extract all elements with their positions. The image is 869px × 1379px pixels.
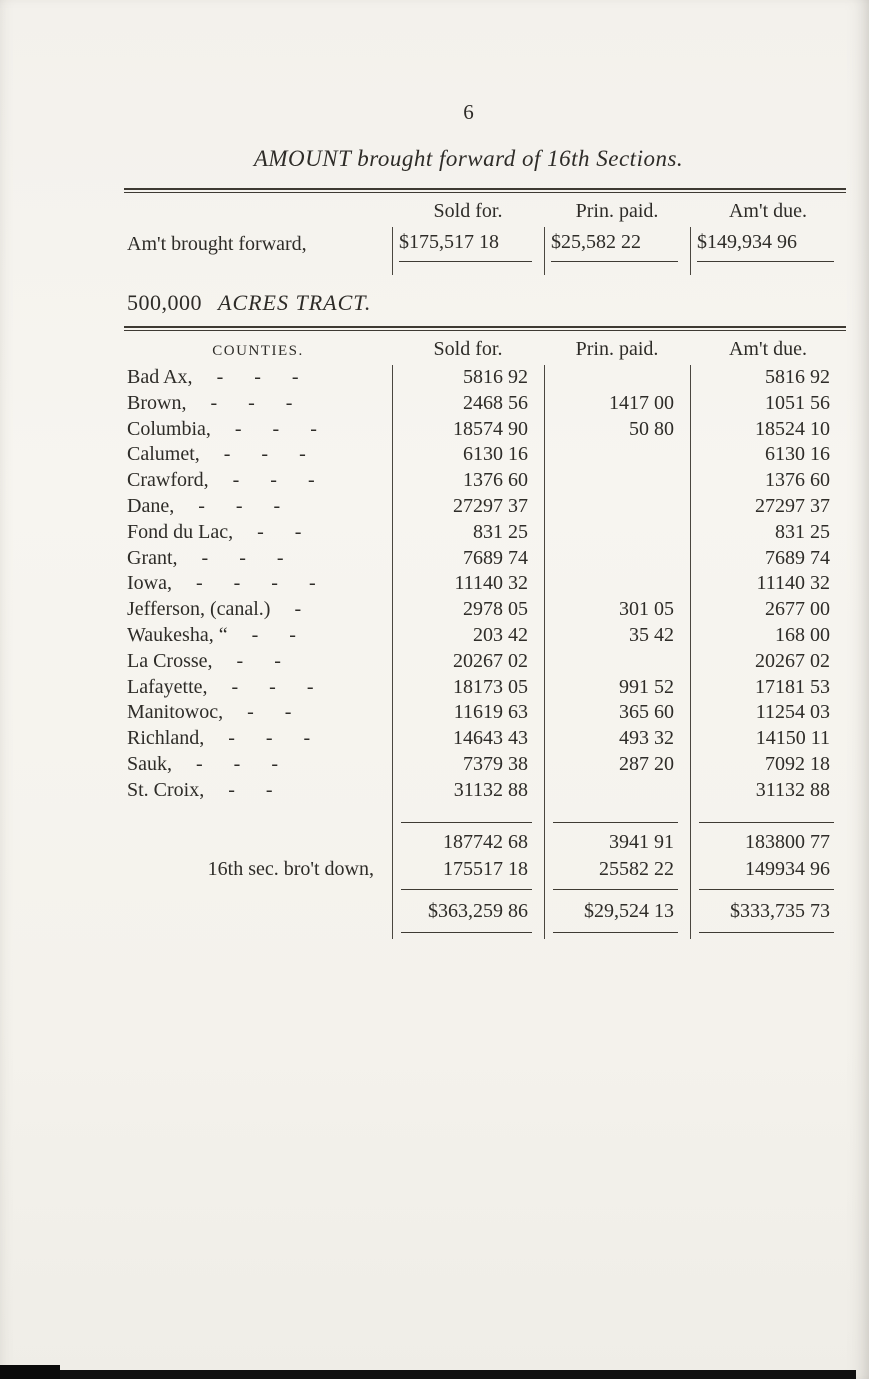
sold-for-value: 18173 05 (392, 675, 544, 701)
county-name: St. Croix, (127, 778, 205, 801)
table-row (124, 391, 846, 417)
rule-segment (544, 926, 690, 939)
dash-leader: - - - (198, 494, 281, 517)
amt-due-value (690, 227, 846, 275)
sold-for-value: 2468 56 (392, 391, 544, 417)
brought-down-label: 16th sec. bro't down, (207, 857, 374, 880)
dash-leader: - - (236, 649, 281, 672)
amt-due-value: 11140 32 (690, 571, 846, 597)
sold-for-value: 20267 02 (392, 649, 544, 675)
county-name-cell (124, 700, 392, 726)
column-header-amt-due: Am't due. (728, 200, 808, 222)
table-row (124, 468, 846, 494)
scan-artifact-corner (0, 1365, 60, 1379)
county-name: Bad Ax, (127, 366, 193, 388)
brought-down-sold-for: 175517 18 (392, 856, 544, 883)
amt-due-value: 1051 56 (690, 391, 846, 417)
sold-for-value: 31132 88 (392, 778, 544, 804)
sold-for-value: 11140 32 (392, 571, 544, 597)
tract-table-header (124, 331, 846, 365)
brought-down-amt-due: 149934 96 (690, 856, 846, 883)
column-header-sold-for: Sold for. (433, 200, 503, 222)
amt-due-value: 17181 53 (690, 675, 846, 701)
county-name: Richland, (127, 727, 205, 750)
table-row (124, 752, 846, 778)
county-name-cell (124, 778, 392, 804)
forward-table-row (124, 227, 846, 275)
rule-segment (124, 883, 392, 896)
grand-total-prin-paid: $29,524 13 (544, 896, 690, 926)
county-name: La Crosse, (127, 649, 213, 672)
county-name: Sauk, (127, 752, 172, 775)
subtotal-label (124, 829, 392, 856)
county-name-cell (124, 649, 392, 675)
dash-leader: - - - (216, 366, 299, 388)
closing-rule-row (124, 926, 846, 939)
dash-leader: - - - (201, 546, 284, 569)
county-name-cell (124, 520, 392, 546)
county-name-cell (124, 675, 392, 701)
table-row (124, 623, 846, 649)
sold-for-value: 5816 92 (392, 365, 544, 391)
rule-segment (392, 926, 544, 939)
prin-paid-value (544, 571, 690, 597)
county-name: Dane, (127, 494, 175, 517)
column-spacer (124, 804, 846, 816)
sold-for-value: 27297 37 (392, 494, 544, 520)
table-row (124, 417, 846, 443)
rule-segment (124, 926, 392, 939)
amt-due-amount: $149,934 96 (697, 231, 834, 262)
prin-paid-value (544, 546, 690, 572)
scan-artifact-bottom-edge (0, 1370, 856, 1379)
prin-paid-value (544, 227, 690, 275)
dash-leader: - - - - (195, 572, 316, 595)
county-name: Calumet, (127, 443, 200, 466)
table-row (124, 778, 846, 804)
rule-segment (124, 816, 392, 829)
amt-due-value: 11254 03 (690, 700, 846, 726)
table-row (124, 726, 846, 752)
subtotal-rule-row (124, 816, 846, 829)
county-name: Columbia, (127, 417, 211, 440)
table-row (124, 546, 846, 572)
dash-leader: - (294, 598, 302, 621)
column-header-prin-paid: Prin. paid. (575, 338, 659, 360)
sold-for-value: 203 42 (392, 623, 544, 649)
total-rule-row (124, 883, 846, 896)
column-header-amt-due: Am't due. (728, 338, 808, 360)
amt-due-value: 27297 37 (690, 494, 846, 520)
amt-due-value: 7689 74 (690, 546, 846, 572)
prin-paid-value (544, 365, 690, 391)
county-name-cell (124, 546, 392, 572)
prin-paid-value: 991 52 (544, 675, 690, 701)
table-row (124, 649, 846, 675)
grand-total-row (124, 896, 846, 926)
county-name: Manitowoc, (127, 701, 224, 724)
column-header-prin-paid: Prin. paid. (575, 200, 659, 222)
rule-segment (690, 883, 846, 896)
prin-paid-value: 1417 00 (544, 391, 690, 417)
sold-for-value: 1376 60 (392, 468, 544, 494)
county-name-cell (124, 417, 392, 443)
dash-leader: - - - (231, 675, 314, 698)
dash-leader: - - (228, 778, 273, 801)
amt-due-value: 6130 16 (690, 442, 846, 468)
row-label-amt-brought-forward: Am't brought forward, (127, 233, 307, 255)
county-name: Iowa, (127, 572, 172, 595)
forward-table (124, 188, 846, 275)
sold-for-value: 7689 74 (392, 546, 544, 572)
county-name-cell (124, 571, 392, 597)
amt-due-value: 14150 11 (690, 726, 846, 752)
county-name-cell (124, 391, 392, 417)
amt-due-value: 31132 88 (690, 778, 846, 804)
county-name: Fond du Lac, (127, 520, 234, 543)
county-name-cell (124, 726, 392, 752)
table-row (124, 675, 846, 701)
rule-segment (544, 883, 690, 896)
amt-due-value: 20267 02 (690, 649, 846, 675)
county-name-cell (124, 442, 392, 468)
table-row (124, 700, 846, 726)
subtotal-sold-for: 187742 68 (392, 829, 544, 856)
county-name-cell (124, 597, 392, 623)
dash-leader: - - - (232, 469, 315, 492)
rule-segment (392, 816, 544, 829)
amt-due-value: 831 25 (690, 520, 846, 546)
prin-paid-value: 365 60 (544, 700, 690, 726)
county-name-cell (124, 468, 392, 494)
table-row (124, 442, 846, 468)
forward-table-header (124, 193, 846, 227)
prin-paid-value (544, 778, 690, 804)
prin-paid-value: 493 32 (544, 726, 690, 752)
tract-heading-title: ACRES TRACT. (218, 290, 372, 315)
sold-for-value: 2978 05 (392, 597, 544, 623)
prin-paid-value (544, 468, 690, 494)
dash-leader: - - - (228, 727, 311, 750)
dash-leader: - - (251, 623, 296, 646)
amt-due-value: 7092 18 (690, 752, 846, 778)
prin-paid-value: 287 20 (544, 752, 690, 778)
sold-for-value: 18574 90 (392, 417, 544, 443)
sold-for-amount: $175,517 18 (399, 231, 532, 262)
table-row (124, 597, 846, 623)
dash-leader: - - (257, 520, 302, 543)
table-row (124, 571, 846, 597)
grand-total-sold-for: $363,259 86 (392, 896, 544, 926)
amt-due-value: 18524 10 (690, 417, 846, 443)
county-name: Lafayette, (127, 675, 208, 698)
tract-table (124, 326, 846, 939)
county-name-cell (124, 752, 392, 778)
county-name: Grant, (127, 546, 178, 569)
amt-due-value: 168 00 (690, 623, 846, 649)
amt-due-value: 2677 00 (690, 597, 846, 623)
prin-paid-value (544, 520, 690, 546)
document-title: AMOUNT brought forward of 16th Sections. (253, 146, 684, 171)
table-row (124, 365, 846, 391)
sold-for-value: 7379 38 (392, 752, 544, 778)
sold-for-value: 831 25 (392, 520, 544, 546)
tract-table-rows (124, 365, 846, 804)
prin-paid-value (544, 649, 690, 675)
subtotal-amt-due: 183800 77 (690, 829, 846, 856)
table-row (124, 520, 846, 546)
sold-for-value: 11619 63 (392, 700, 544, 726)
county-name-cell (124, 623, 392, 649)
table-row (124, 494, 846, 520)
subtotal-row (124, 829, 846, 856)
prin-paid-value: 301 05 (544, 597, 690, 623)
prin-paid-amount: $25,582 22 (551, 231, 678, 262)
dash-leader: - - - (223, 443, 306, 466)
prin-paid-value (544, 494, 690, 520)
prin-paid-value: 35 42 (544, 623, 690, 649)
amt-due-value: 5816 92 (690, 365, 846, 391)
sold-for-value: 14643 43 (392, 726, 544, 752)
county-name: Crawford, (127, 469, 209, 492)
sold-for-value: 6130 16 (392, 442, 544, 468)
brought-down-row (124, 856, 846, 883)
tract-heading (127, 290, 371, 316)
rule-segment (690, 816, 846, 829)
county-name: Jefferson, (canal.) (127, 598, 271, 621)
prin-paid-value (544, 442, 690, 468)
brought-down-prin-paid: 25582 22 (544, 856, 690, 883)
amt-due-value: 1376 60 (690, 468, 846, 494)
tract-heading-number: 500,000 (127, 290, 202, 315)
county-name: Waukesha, “ (127, 623, 228, 646)
county-name-cell (124, 365, 392, 391)
grand-total-label (124, 896, 392, 926)
county-name: Brown, (127, 391, 187, 414)
dash-leader: - - - (234, 417, 317, 440)
rule-segment (544, 816, 690, 829)
grand-total-amt-due: $333,735 73 (690, 896, 846, 926)
county-name-cell (124, 494, 392, 520)
sold-for-value (392, 227, 544, 275)
column-header-counties: COUNTIES. (212, 343, 304, 359)
dash-leader: - - - (210, 391, 293, 414)
page-number: 6 (463, 100, 474, 124)
dash-leader: - - - (196, 752, 278, 775)
subtotal-prin-paid: 3941 91 (544, 829, 690, 856)
column-header-sold-for: Sold for. (433, 338, 503, 360)
rule-segment (392, 883, 544, 896)
rule-segment (690, 926, 846, 939)
dash-leader: - - (247, 701, 292, 724)
prin-paid-value: 50 80 (544, 417, 690, 443)
